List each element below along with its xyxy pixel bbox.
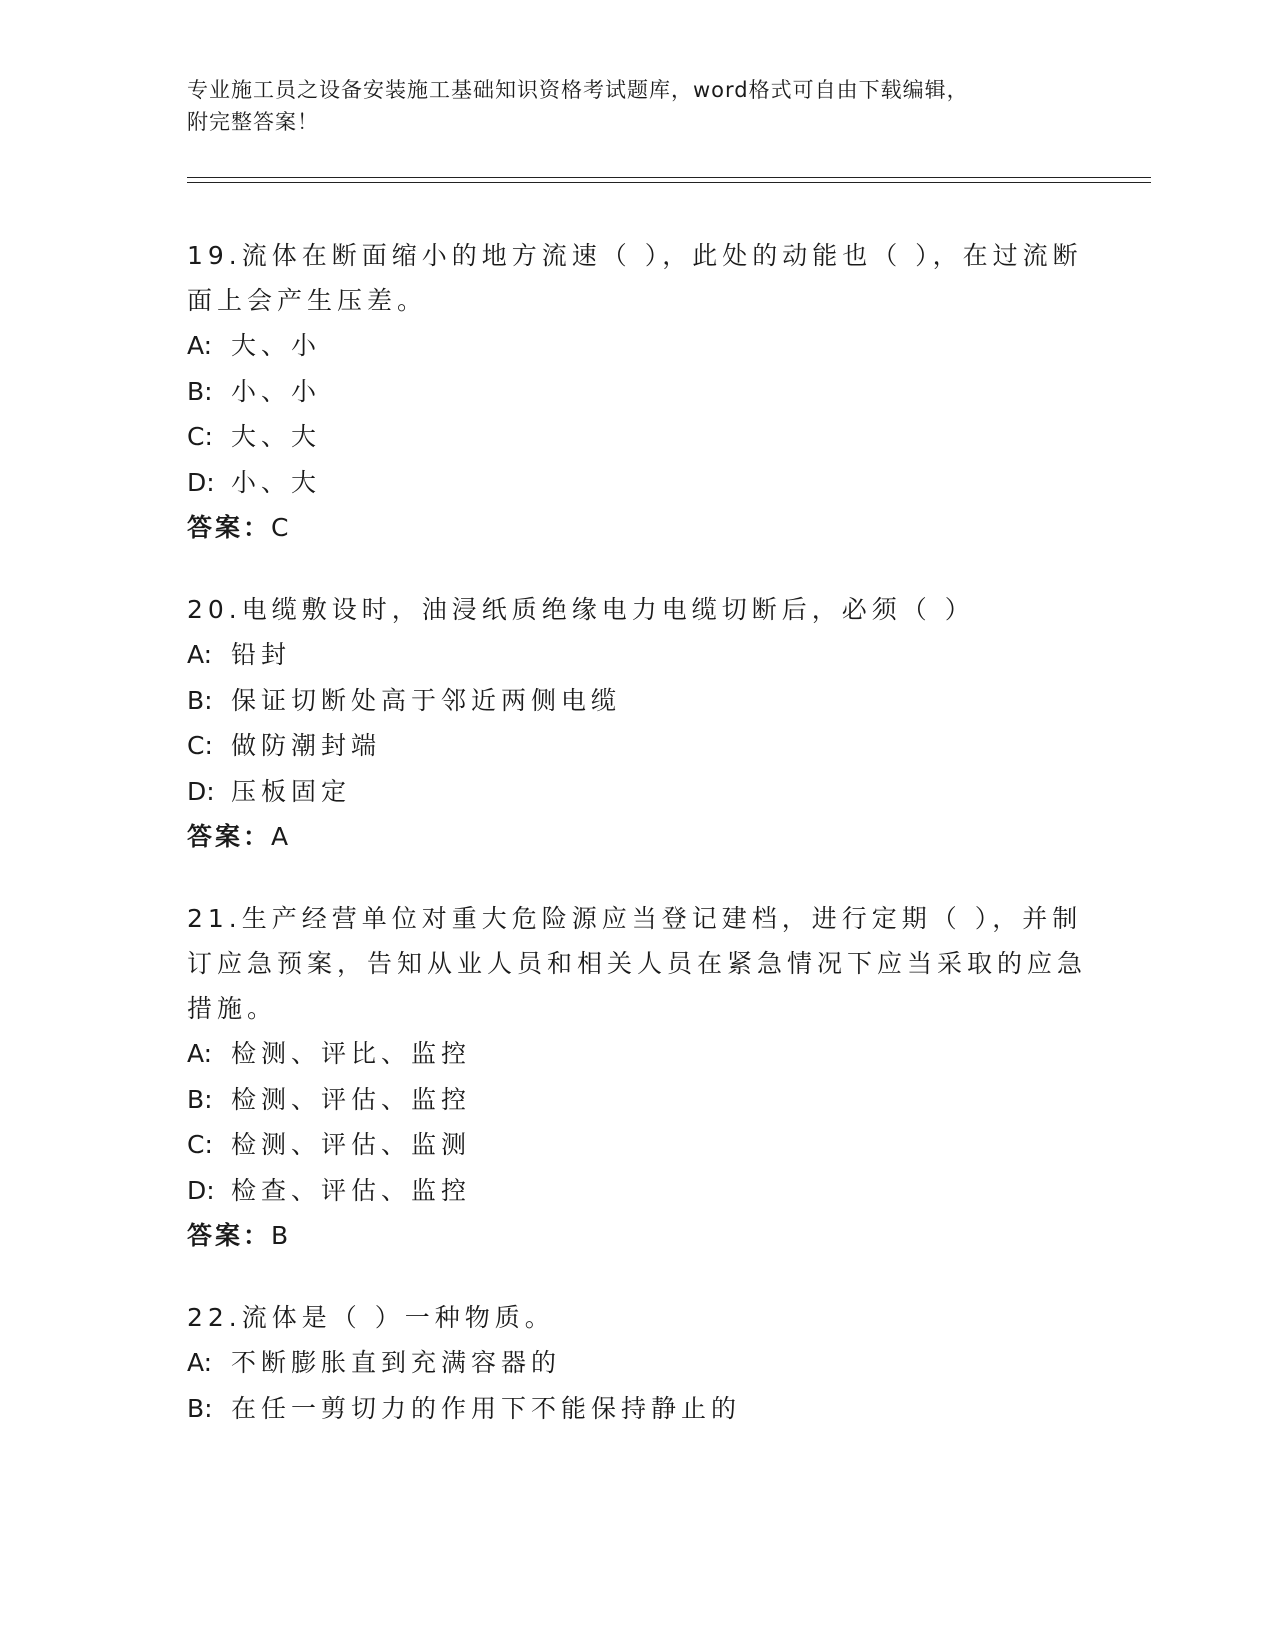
answer-line [187, 1213, 1087, 1259]
answer-line [187, 814, 1087, 860]
option-key: C: [187, 422, 213, 451]
option-key: B: [187, 685, 213, 715]
option-a [187, 323, 1087, 369]
option-c [187, 723, 1087, 769]
option-key: B: [187, 1393, 213, 1423]
document-header [187, 74, 1067, 138]
option-key: B: [187, 376, 213, 406]
option-a [187, 632, 1087, 678]
answer-line [187, 505, 1087, 551]
question-item [187, 1295, 1087, 1431]
option-key: D: [187, 1175, 215, 1205]
header-line-1: 专业施工员之设备安装施工基础知识资格考试题库，word格式可自由下载编辑， [187, 78, 969, 102]
option-d [187, 1168, 1087, 1214]
question-stem: 21.生产经营单位对重大危险源应当登记建档，进行定期（ ），并制订应急预案，告知从业人员和相关人员在紧急情况下应当采取的应急措施。 [187, 904, 1088, 1023]
option-key: B: [187, 1084, 213, 1114]
option-text: 做防潮封端 [231, 731, 382, 760]
question-item [187, 233, 1087, 551]
answer-value: B [271, 1221, 292, 1250]
question-list [187, 233, 1087, 1467]
answer-label: 答案： [187, 513, 272, 542]
option-b [187, 369, 1087, 415]
answer-value: C [271, 513, 292, 542]
option-text: 检测、评估、监测 [231, 1130, 472, 1159]
option-key: A: [187, 1348, 213, 1377]
option-text: 在任一剪切力的作用下不能保持静止的 [231, 1393, 742, 1423]
option-text: 大、小 [231, 331, 322, 360]
option-key: A: [187, 331, 213, 360]
option-key: C: [187, 731, 213, 760]
header-line-2: 附完整答案！ [187, 110, 319, 134]
answer-label: 答案： [187, 822, 272, 851]
option-b [187, 678, 1087, 724]
option-text: 铅封 [231, 640, 292, 669]
option-d [187, 769, 1087, 815]
answer-value: A [271, 822, 292, 851]
option-c [187, 1122, 1087, 1168]
header-divider-top [187, 177, 1151, 178]
option-key: C: [187, 1130, 213, 1159]
option-text: 小、大 [231, 467, 322, 497]
option-text: 保证切断处高于邻近两侧电缆 [231, 685, 622, 715]
question-stem: 20.电缆敷设时，油浸纸质绝缘电力电缆切断后，必须（ ） [187, 595, 975, 624]
question-item [187, 896, 1087, 1259]
option-a [187, 1031, 1087, 1077]
option-b [187, 1077, 1087, 1123]
option-text: 大、大 [231, 422, 322, 451]
question-stem: 22.流体是（ ）一种物质。 [187, 1303, 555, 1332]
header-divider-bottom [187, 182, 1151, 183]
question-stem: 19.流体在断面缩小的地方流速（ ），此处的动能也（ ），在过流断面上会产生压差。 [187, 241, 1083, 315]
option-text: 压板固定 [231, 776, 352, 806]
option-key: D: [187, 467, 215, 497]
option-text: 检测、评比、监控 [231, 1039, 472, 1068]
option-c [187, 414, 1087, 460]
option-text: 检查、评估、监控 [231, 1175, 472, 1205]
option-text: 不断膨胀直到充满容器的 [231, 1348, 562, 1377]
option-text: 检测、评估、监控 [231, 1084, 472, 1114]
option-key: A: [187, 640, 213, 669]
option-d [187, 460, 1087, 506]
option-text: 小、小 [231, 376, 322, 406]
option-b [187, 1386, 1087, 1432]
option-key: A: [187, 1039, 213, 1068]
option-key: D: [187, 776, 215, 806]
answer-label: 答案： [187, 1221, 272, 1250]
question-item [187, 587, 1087, 860]
option-a [187, 1340, 1087, 1386]
